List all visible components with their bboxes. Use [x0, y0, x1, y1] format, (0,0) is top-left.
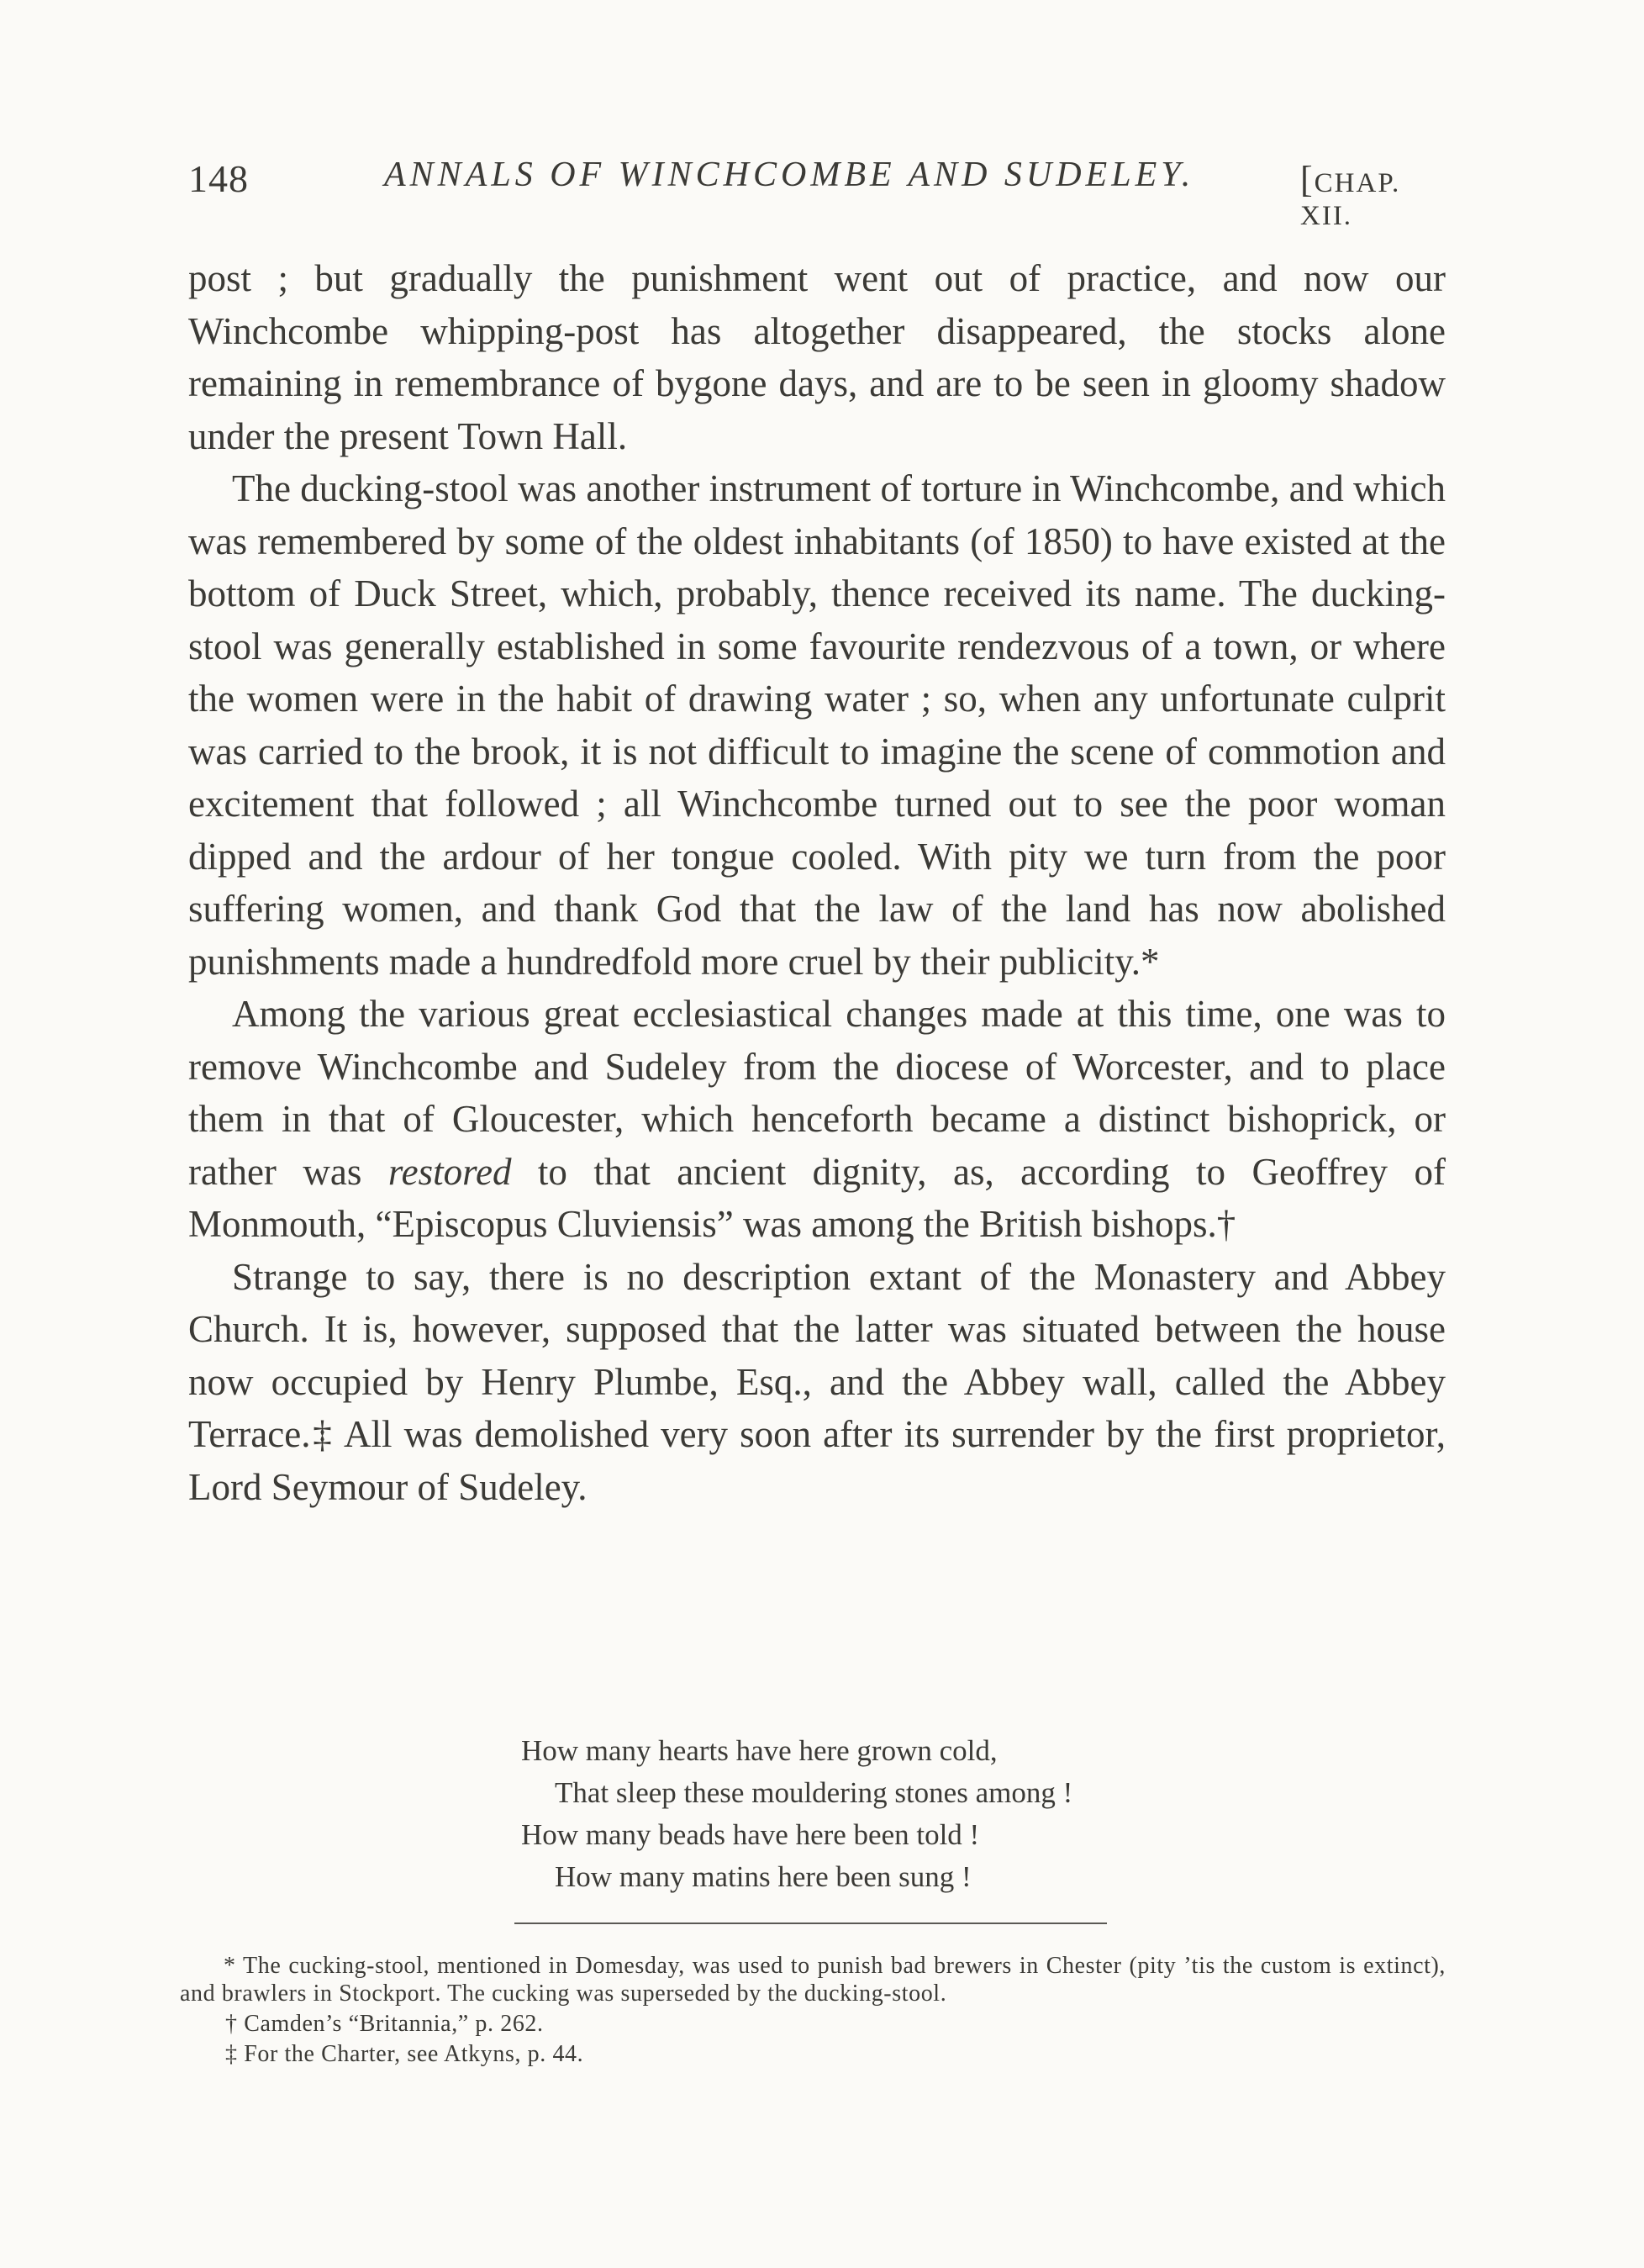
paragraph: post ; but gradually the punishment went out of practice, and now our Winchcombe whipping-post has altogether disappeared, the stocks alone remaining in remembrance of bygone days, and are to be seen in gloomy shadow under the present Town Hall. — [188, 257, 1446, 457]
page-number: 148 — [188, 157, 249, 200]
verse-quote — [521, 1730, 1278, 1898]
running-header — [187, 153, 1447, 231]
footnotes — [180, 1952, 1446, 2070]
running-title: ANNALS OF WINCHCOMBE AND SUDELEY. — [384, 156, 1195, 194]
chapter-text: CHAP. XII. — [1300, 168, 1401, 231]
paragraph-text: Among the various great ecclesiastical changes made at this time, one was to remove Winchcombe and Sudeley from the diocese of Worcester, and to place them in that of Gloucester, which henceforth became a distinct bishoprick, or rather was — [188, 993, 1446, 1193]
main-text — [188, 252, 1446, 1513]
verse-line: How many hearts have here grown cold, — [521, 1734, 998, 1767]
verse-line: How many beads have here been told ! — [521, 1818, 980, 1851]
footnote: † Camden’s “Britannia,” p. 262. — [225, 2011, 544, 2037]
paragraph: The ducking-stool was another instrument of torture in Winchcombe, and which was remembered by some of the oldest inhabitants (of 1850) to have existed at the bottom of Duck Street, which, probably, thence received its name. The ducking-stool was generally established in some favourite rendezvous of a town, or where the women were in the habit of drawing water ; so, when any unfortunate culprit was carried to the brook, it is not difficult to imagine the scene of commotion and excitement that followed ; all Winchcombe turned out to see the poor woman dipped and the ardour of her tongue cooled. With pity we turn from the poor suffering women, and thank God that the law of the land has now abolished punishments made a hundredfold more cruel by their publicity.* — [188, 467, 1446, 983]
chapter-label — [1300, 158, 1447, 232]
chapter-bracket: [ — [1300, 159, 1315, 200]
verse-line: How many matins here been sung ! — [555, 1860, 972, 1893]
verse-line: That sleep these mouldering stones among ! — [555, 1776, 1073, 1809]
footnote-divider — [514, 1923, 1107, 1924]
italic-word: restored — [387, 1150, 512, 1193]
footnote: * The cucking-stool, mentioned in Domesday, was used to punish bad brewers in Chester (pity ’tis the custom is extinct), and brawlers in Stockport. The cucking was superseded by the ducking-stool. — [180, 1953, 1446, 2007]
paragraph — [188, 988, 1446, 1251]
paragraph-text: to that ancient dignity, as, according to Geoffrey of Monmouth, “Episcopus Cluviensis” was among the British bishops.† — [188, 1150, 1446, 1245]
paragraph: Strange to say, there is no description extant of the Monastery and Abbey Church. It is, however, supposed that the latter was situated between the house now occupied by Henry Plumbe, Esq., and the Abbey wall, called the Abbey Terrace.‡ All was demolished very soon after its surrender by the first proprietor, Lord Seymour of Sudeley. — [188, 1255, 1446, 1508]
footnote: ‡ For the Charter, see Atkyns, p. 44. — [225, 2041, 584, 2067]
